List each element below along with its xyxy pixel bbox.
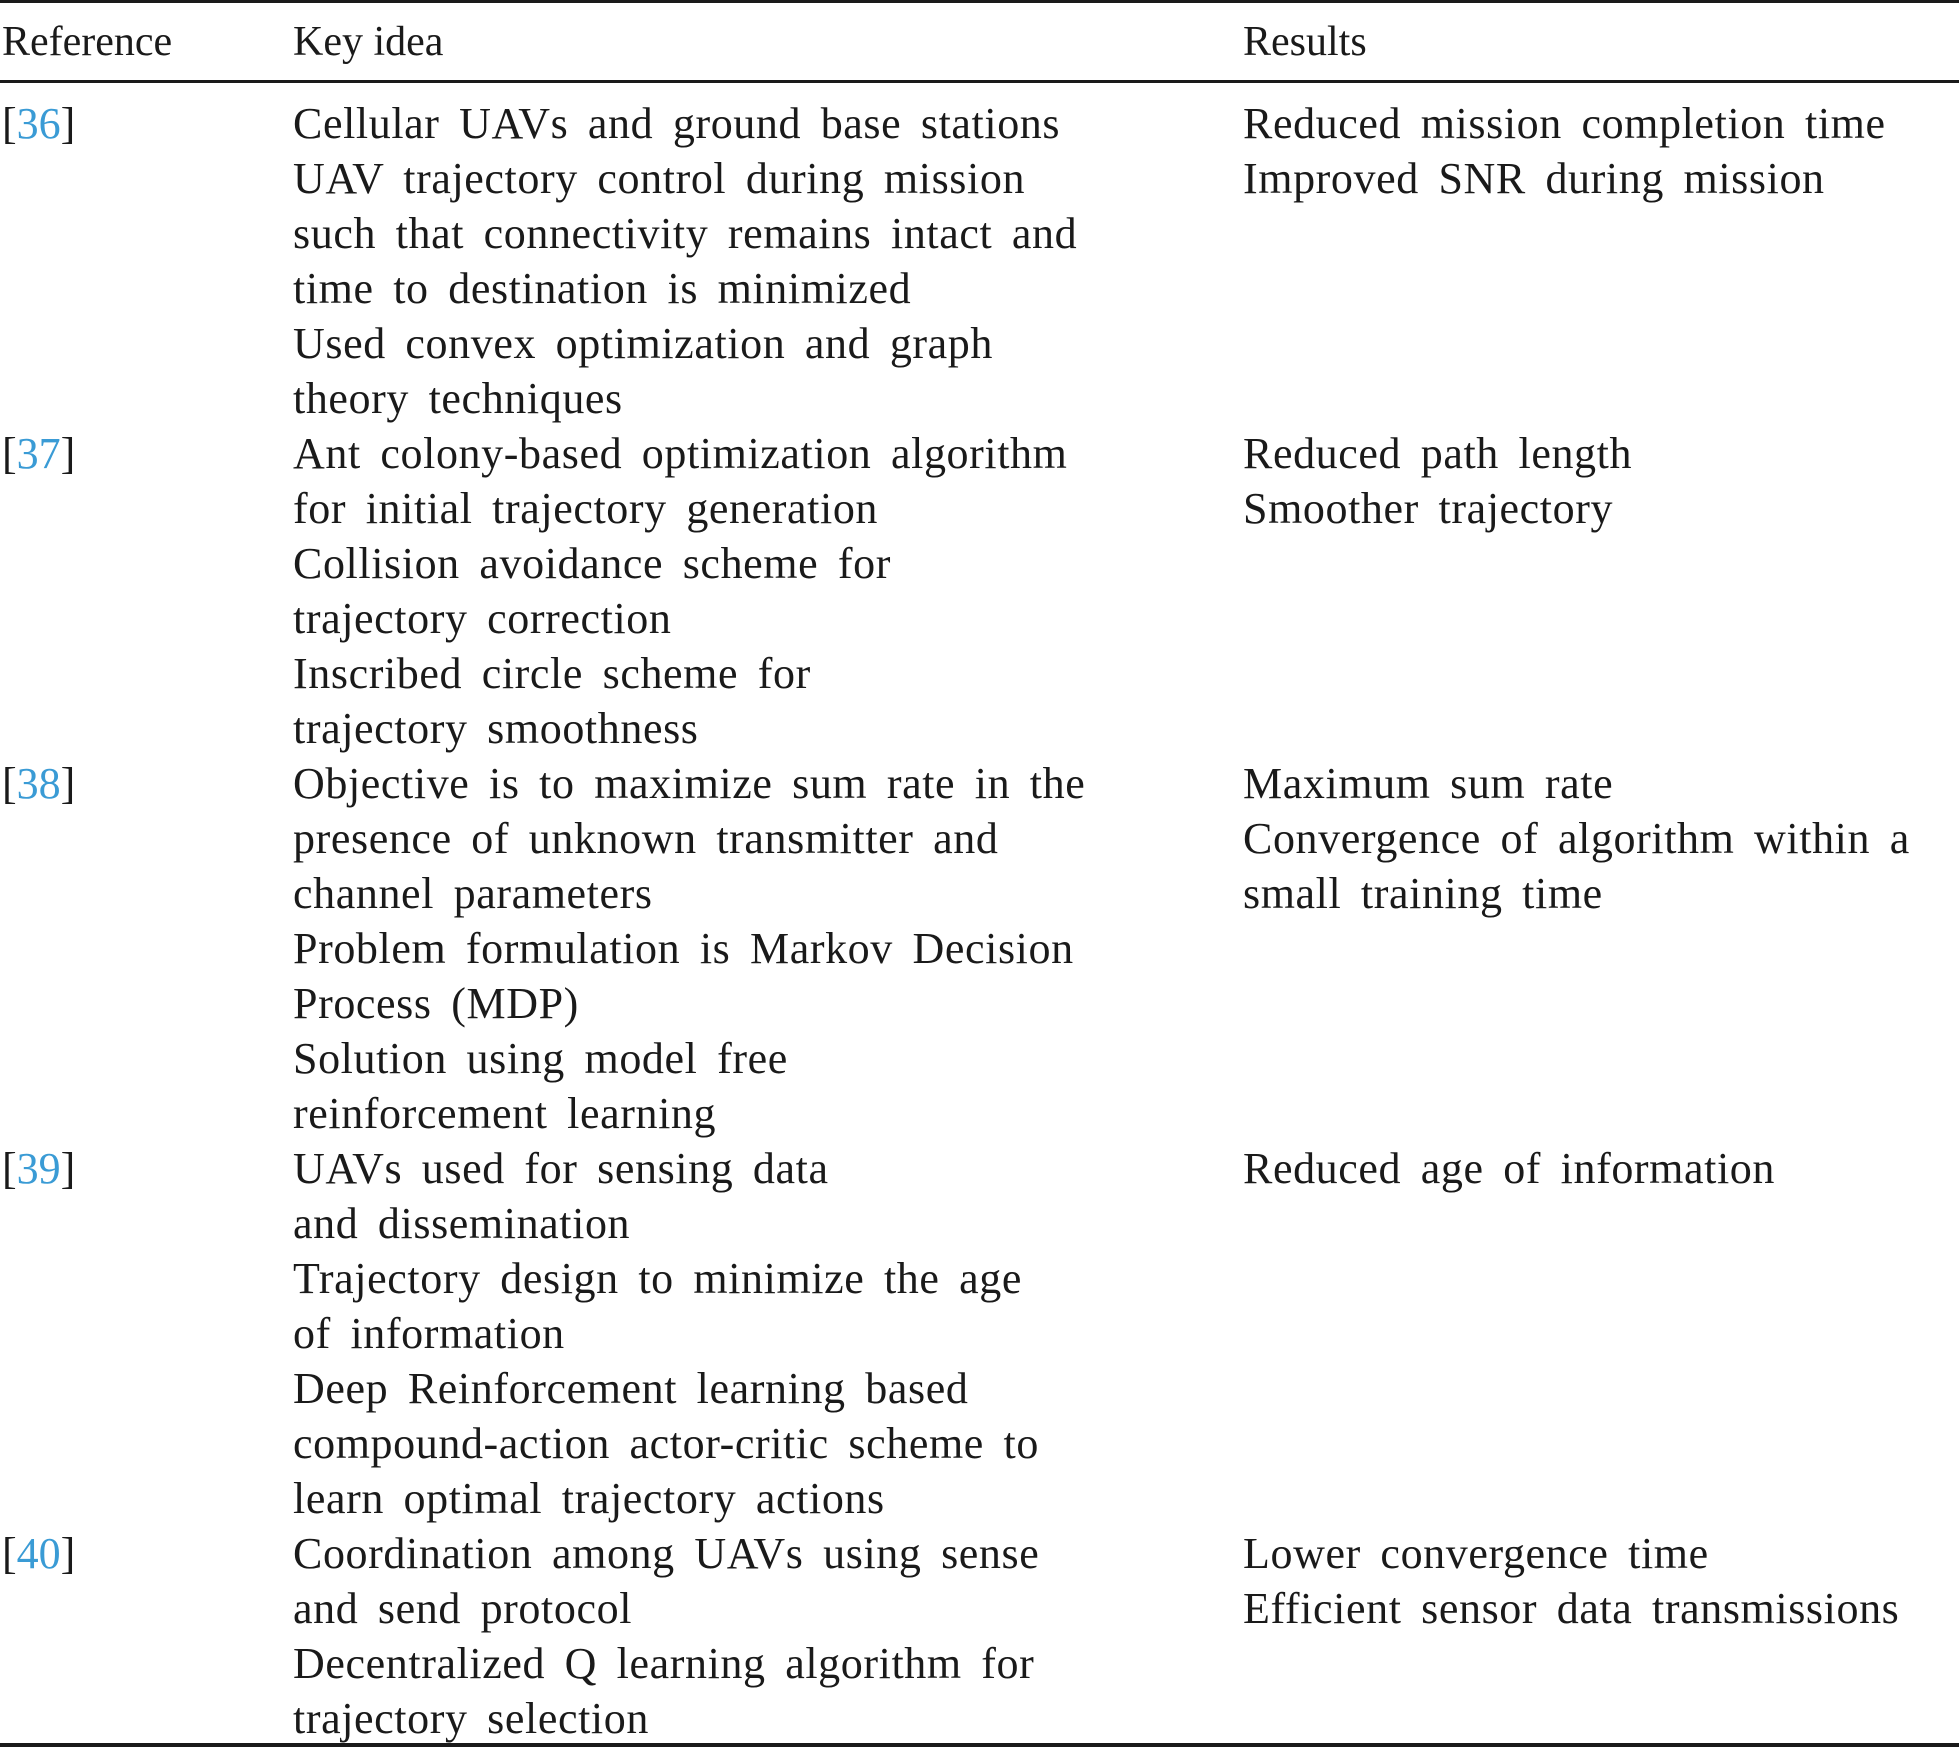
- key-idea-line: presence of unknown transmitter and: [293, 814, 999, 863]
- header-results: Results: [1243, 19, 1367, 65]
- ref-bracket-close: ]: [60, 99, 76, 148]
- table-top-rule: [0, 0, 1959, 3]
- table-row: [0, 96, 1959, 426]
- key-idea-line: Ant colony-based optimization algorithm: [293, 429, 1068, 478]
- table-row: [0, 1526, 1959, 1746]
- results-cell: [1243, 1526, 1959, 1636]
- result-line: Reduced mission completion time: [1243, 99, 1886, 148]
- reference-cell: [2, 96, 75, 151]
- citation-link[interactable]: 40: [16, 1529, 61, 1578]
- key-idea-line: such that connectivity remains intact and: [293, 209, 1078, 258]
- citation-link[interactable]: 38: [16, 759, 61, 808]
- header-key-idea: Key idea: [293, 19, 444, 65]
- key-idea-line: UAVs used for sensing data: [293, 1144, 829, 1193]
- result-line: Lower convergence time: [1243, 1529, 1709, 1578]
- header-reference: Reference: [2, 19, 173, 65]
- result-line: Convergence of algorithm within a: [1243, 814, 1910, 863]
- ref-bracket-close: ]: [60, 429, 76, 478]
- ref-bracket-open: [: [2, 759, 17, 808]
- key-idea-line: learn optimal trajectory actions: [293, 1474, 885, 1523]
- citation-link[interactable]: 36: [16, 99, 61, 148]
- key-idea-line: Solution using model free: [293, 1034, 788, 1083]
- citation-link[interactable]: 39: [16, 1144, 61, 1193]
- reference-cell: [2, 426, 75, 481]
- key-idea-cell: [293, 1526, 1173, 1746]
- key-idea-line: for initial trajectory generation: [293, 484, 879, 533]
- results-cell: [1243, 426, 1959, 536]
- key-idea-line: Process (MDP): [293, 979, 579, 1028]
- key-idea-line: Problem formulation is Markov Decision: [293, 924, 1074, 973]
- result-line: Reduced path length: [1243, 429, 1633, 478]
- result-line: small training time: [1243, 869, 1603, 918]
- result-line: Smoother trajectory: [1243, 484, 1614, 533]
- key-idea-line: Used convex optimization and graph: [293, 319, 994, 368]
- table-body: [0, 96, 1959, 1746]
- table-header-rule: [0, 80, 1959, 83]
- key-idea-line: trajectory smoothness: [293, 704, 699, 753]
- reference-cell: [2, 1141, 75, 1196]
- key-idea-line: Objective is to maximize sum rate in the: [293, 759, 1086, 808]
- ref-bracket-open: [: [2, 429, 17, 478]
- key-idea-line: reinforcement learning: [293, 1089, 717, 1138]
- key-idea-line: theory techniques: [293, 374, 623, 423]
- citation-link[interactable]: 37: [16, 429, 61, 478]
- results-cell: [1243, 756, 1959, 921]
- results-cell: [1243, 1141, 1959, 1196]
- ref-bracket-open: [: [2, 1144, 17, 1193]
- key-idea-line: Coordination among UAVs using sense: [293, 1529, 1040, 1578]
- table-row: [0, 756, 1959, 1141]
- table-row: [0, 426, 1959, 756]
- results-cell: [1243, 96, 1959, 206]
- key-idea-line: and dissemination: [293, 1199, 631, 1248]
- key-idea-line: and send protocol: [293, 1584, 633, 1633]
- key-idea-line: of information: [293, 1309, 565, 1358]
- key-idea-cell: [293, 96, 1173, 426]
- ref-bracket-close: ]: [60, 759, 76, 808]
- result-line: Maximum sum rate: [1243, 759, 1614, 808]
- ref-bracket-open: [: [2, 99, 17, 148]
- result-line: Improved SNR during mission: [1243, 154, 1825, 203]
- reference-cell: [2, 756, 75, 811]
- result-line: Efficient sensor data transmissions: [1243, 1584, 1900, 1633]
- key-idea-line: trajectory correction: [293, 594, 672, 643]
- key-idea-line: Cellular UAVs and ground base stations: [293, 99, 1061, 148]
- key-idea-line: time to destination is minimized: [293, 264, 912, 313]
- table-bottom-rule: [0, 1743, 1959, 1747]
- key-idea-cell: [293, 426, 1173, 756]
- key-idea-cell: [293, 756, 1173, 1141]
- key-idea-line: Trajectory design to minimize the age: [293, 1254, 1022, 1303]
- table-row: [0, 1141, 1959, 1526]
- reference-cell: [2, 1526, 75, 1581]
- key-idea-line: Collision avoidance scheme for: [293, 539, 891, 588]
- key-idea-line: Decentralized Q learning algorithm for: [293, 1639, 1035, 1688]
- result-line: Reduced age of information: [1243, 1144, 1775, 1193]
- ref-bracket-close: ]: [60, 1144, 76, 1193]
- key-idea-line: Deep Reinforcement learning based: [293, 1364, 969, 1413]
- key-idea-line: compound-action actor-critic scheme to: [293, 1419, 1039, 1468]
- key-idea-cell: [293, 1141, 1173, 1526]
- ref-bracket-close: ]: [60, 1529, 76, 1578]
- key-idea-line: channel parameters: [293, 869, 653, 918]
- key-idea-line: UAV trajectory control during mission: [293, 154, 1026, 203]
- key-idea-line: Inscribed circle scheme for: [293, 649, 811, 698]
- table-header: [0, 12, 1959, 72]
- key-idea-line: trajectory selection: [293, 1694, 649, 1743]
- ref-bracket-open: [: [2, 1529, 17, 1578]
